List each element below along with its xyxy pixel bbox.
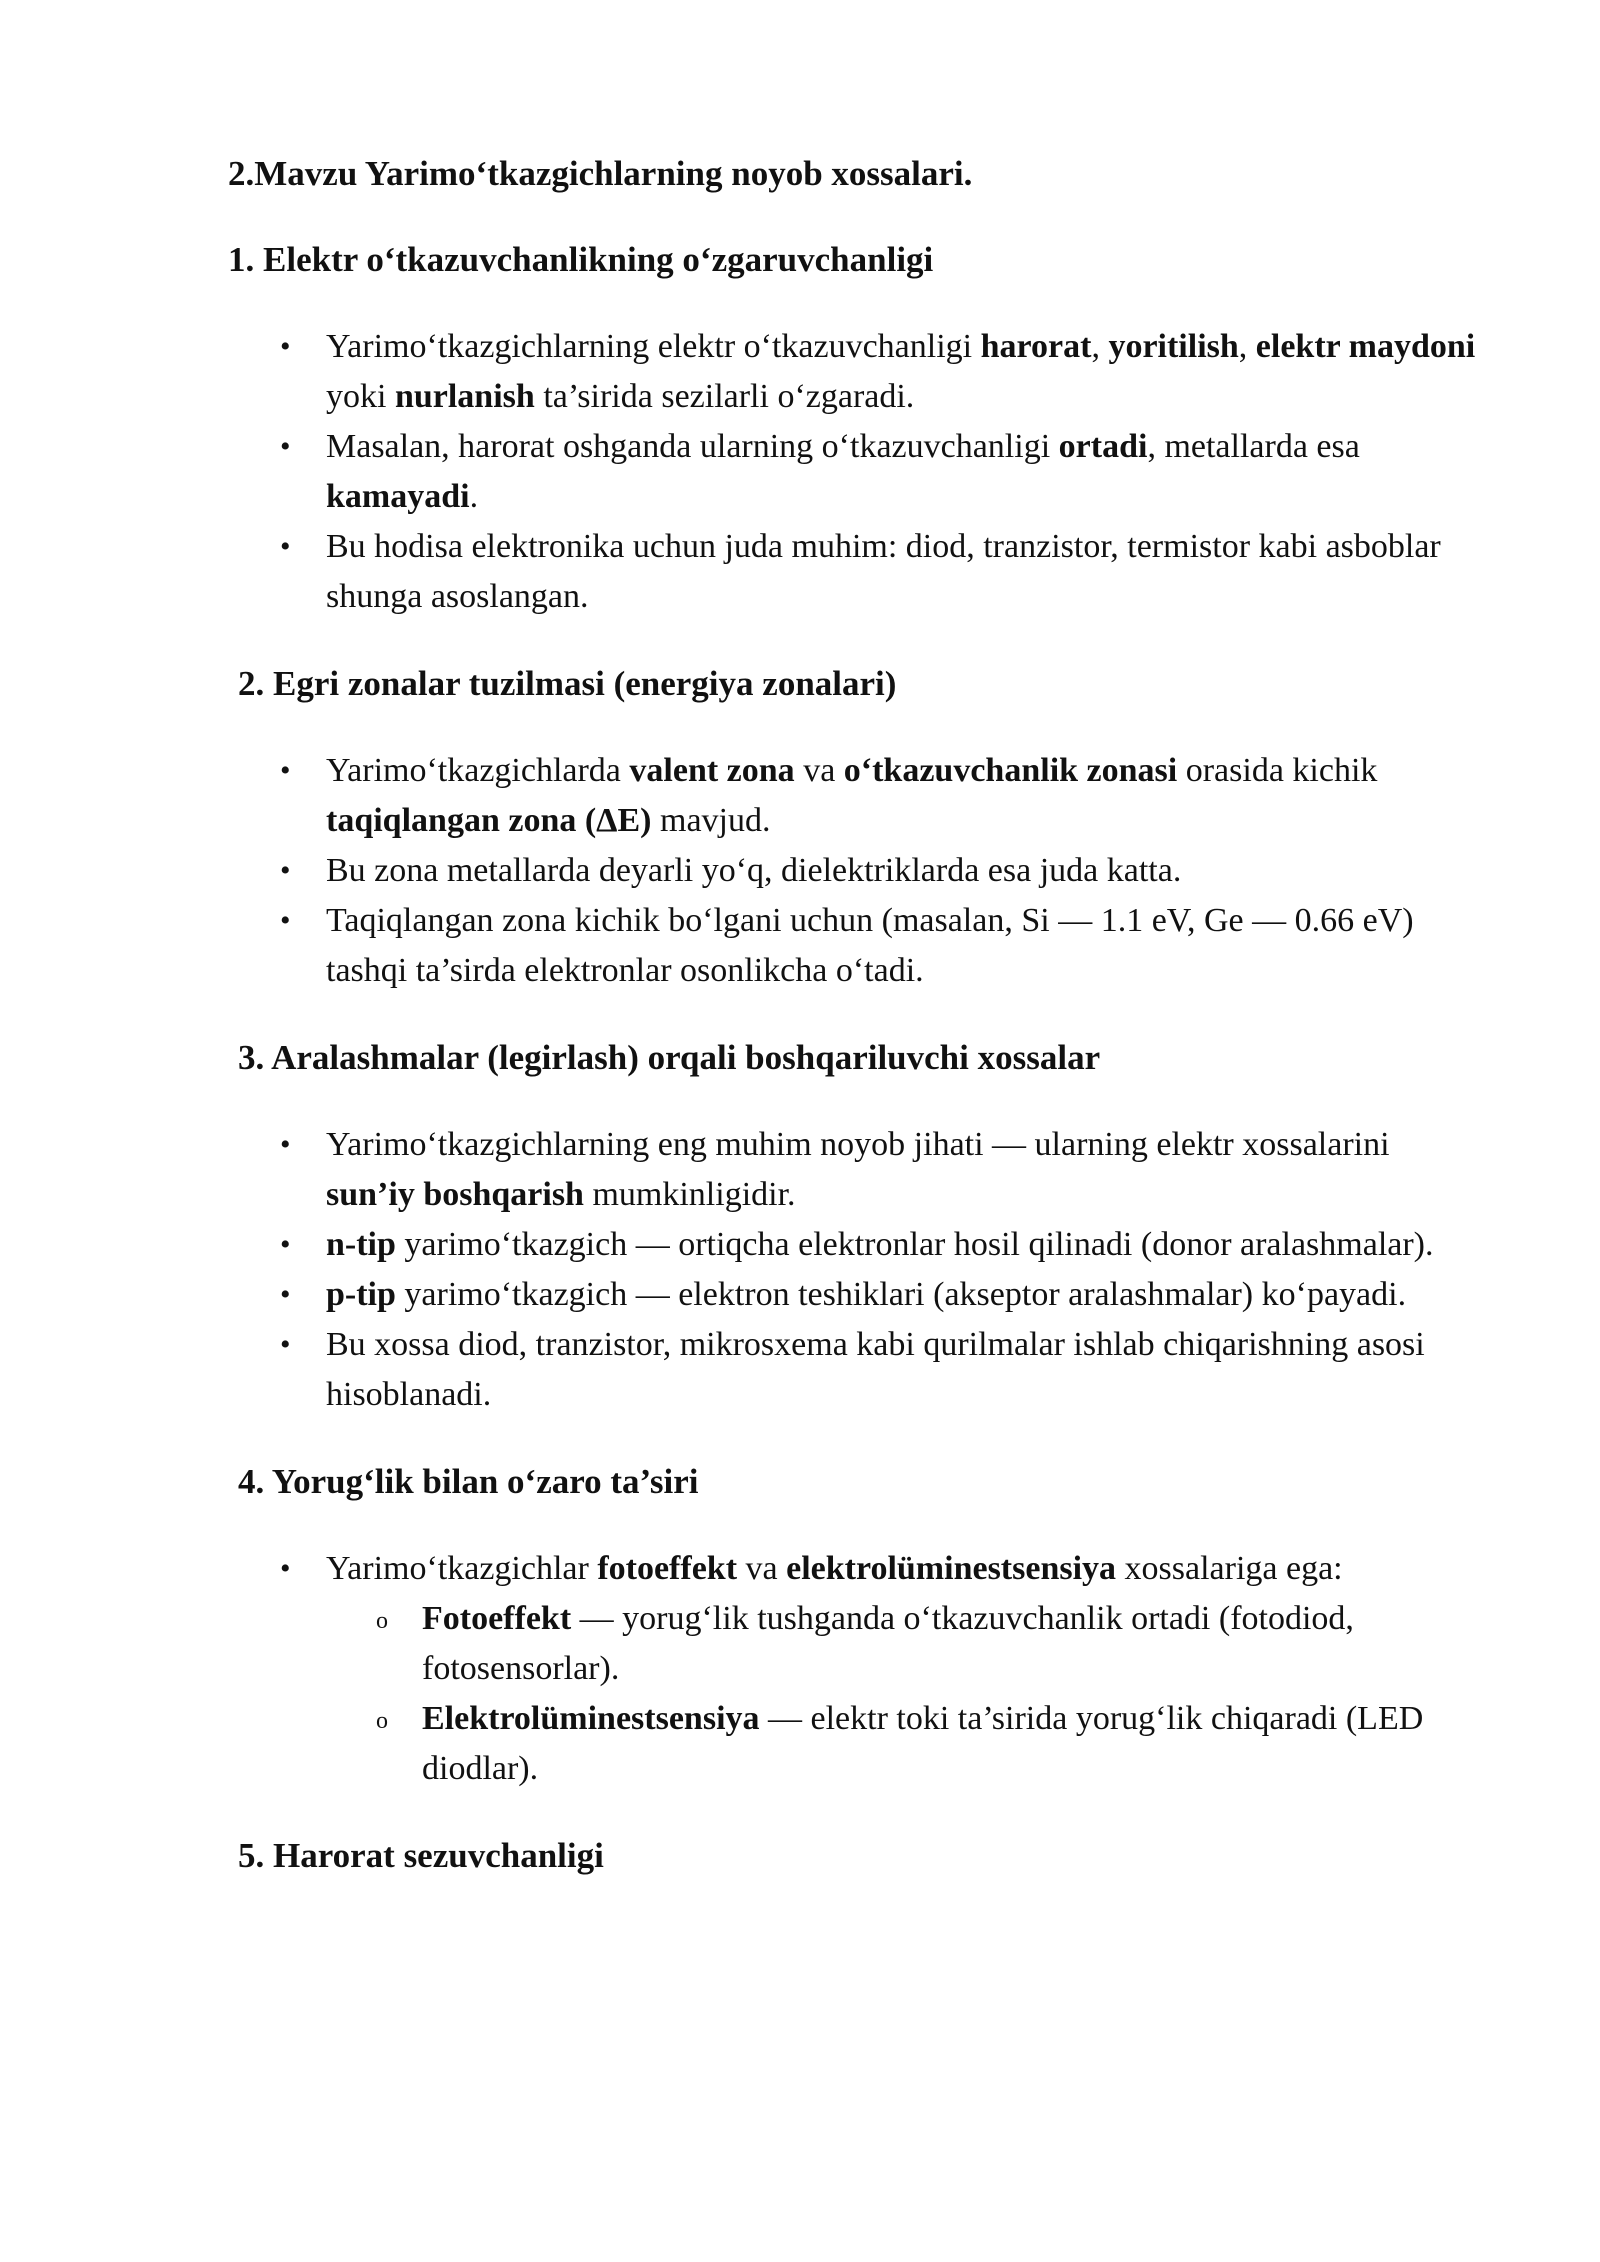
text-run: Yarimo‘tkazgichlarning eng muhim noyob jihati — ularning elektr xossalarini <box>326 1126 1390 1163</box>
text-run: , metallarda esa <box>1147 428 1360 465</box>
sub-bullet-item <box>422 1594 1480 1694</box>
bullet-item <box>326 522 1480 622</box>
bullet-item <box>326 746 1480 846</box>
text-run: yoki <box>326 378 395 415</box>
text-run: mumkinligidir. <box>583 1176 796 1213</box>
bullet-item <box>326 1544 1480 1794</box>
document-body <box>228 236 1480 1880</box>
sub-bullet-item <box>422 1694 1480 1794</box>
bullet-list <box>228 322 1480 622</box>
text-run: va <box>737 1550 787 1587</box>
text-run: Masalan, harorat oshganda ularning o‘tkazuvchanligi <box>326 428 1059 465</box>
bold-term: n-tip <box>326 1226 396 1263</box>
bold-term: p-tip <box>326 1276 396 1313</box>
text-run: — elektr toki ta’sirida yorug‘lik chiqaradi (LED diodlar). <box>422 1700 1424 1787</box>
document-title: 2.Mavzu Yarimo‘tkazgichlarning noyob xossalari. <box>228 154 973 193</box>
bold-term: elektrolüminestsensiya <box>786 1550 1117 1587</box>
section-heading: 2. Egri zonalar tuzilmasi (energiya zonalari) <box>238 664 897 703</box>
bullet-item <box>326 896 1480 996</box>
bold-term: elektr maydoni <box>1255 328 1476 365</box>
bold-term: Fotoeffekt <box>422 1600 572 1637</box>
section-heading: 4. Yorug‘lik bilan o‘zaro ta’siri <box>238 1462 699 1501</box>
text-run: ta’sirida sezilarli o‘zgaradi. <box>534 378 915 415</box>
bold-term: yoritilish <box>1108 328 1239 365</box>
bold-term: ortadi <box>1058 428 1148 465</box>
text-run: yarimo‘tkazgich — elektron teshiklari (akseptor aralashmalar) ko‘payadi. <box>395 1276 1407 1313</box>
text-run: Bu xossa diod, tranzistor, mikrosxema kabi qurilmalar ishlab chiqarishning asosi hisoblanadi. <box>326 1326 1425 1413</box>
bold-term: fotoeffekt <box>597 1550 738 1587</box>
text-run: Taqiqlangan zona kichik bo‘lgani uchun (masalan, Si — 1.1 eV, Ge — 0.66 eV) tashqi ta’sirda elektronlar osonlikcha o‘tadi. <box>326 902 1414 989</box>
bullet-list <box>228 746 1480 996</box>
bold-term: sun’iy boshqarish <box>326 1176 584 1213</box>
text-run: Bu zona metallarda deyarli yo‘q, dielektriklarda esa juda katta. <box>326 852 1182 889</box>
bullet-item <box>326 1270 1480 1320</box>
text-run: Yarimo‘tkazgichlarda <box>326 752 630 789</box>
bold-term: Elektrolüminestsensiya <box>422 1700 760 1737</box>
text-run: Yarimo‘tkazgichlarning elektr o‘tkazuvchanligi <box>326 328 981 365</box>
bold-term: kamayadi <box>326 478 470 515</box>
text-run: orasida kichik <box>1177 752 1378 789</box>
text-run: . <box>469 478 479 515</box>
bold-term: harorat <box>980 328 1092 365</box>
bold-term: valent zona <box>629 752 795 789</box>
text-run: yarimo‘tkazgich — ortiqcha elektronlar hosil qilinadi (donor aralashmalar). <box>395 1226 1434 1263</box>
text-run: Bu hodisa elektronika uchun juda muhim: diod, tranzistor, termistor kabi asboblar shunga asoslangan. <box>326 528 1441 615</box>
text-run: , <box>1091 328 1109 365</box>
bullet-item <box>326 1220 1480 1270</box>
text-run: , <box>1238 328 1256 365</box>
text-run: Yarimo‘tkazgichlar <box>326 1550 598 1587</box>
text-run: va <box>794 752 844 789</box>
section-heading: 5. Harorat sezuvchanligi <box>238 1836 604 1875</box>
text-run: — yorug‘lik tushganda o‘tkazuvchanlik ortadi (fotodiod, fotosensorlar). <box>422 1600 1354 1687</box>
text-run: mavjud. <box>651 802 771 839</box>
section-heading: 1. Elektr o‘tkazuvchanlikning o‘zgaruvchanligi <box>228 240 934 279</box>
bullet-list <box>228 1120 1480 1420</box>
bold-term: nurlanish <box>394 378 535 415</box>
sub-bullet-list <box>326 1594 1480 1794</box>
section-heading: 3. Aralashmalar (legirlash) orqali boshqariluvchi xossalar <box>238 1038 1101 1077</box>
bullet-item <box>326 1320 1480 1420</box>
bold-term: o‘tkazuvchanlik zonasi <box>843 752 1178 789</box>
bullet-item <box>326 846 1480 896</box>
bullet-list <box>228 1544 1480 1794</box>
bullet-item <box>326 422 1480 522</box>
text-run: xossalariga ega: <box>1116 1550 1343 1587</box>
bullet-item <box>326 1120 1480 1220</box>
bold-term: taqiqlangan zona (ΔE) <box>326 802 652 839</box>
bullet-item <box>326 322 1480 422</box>
